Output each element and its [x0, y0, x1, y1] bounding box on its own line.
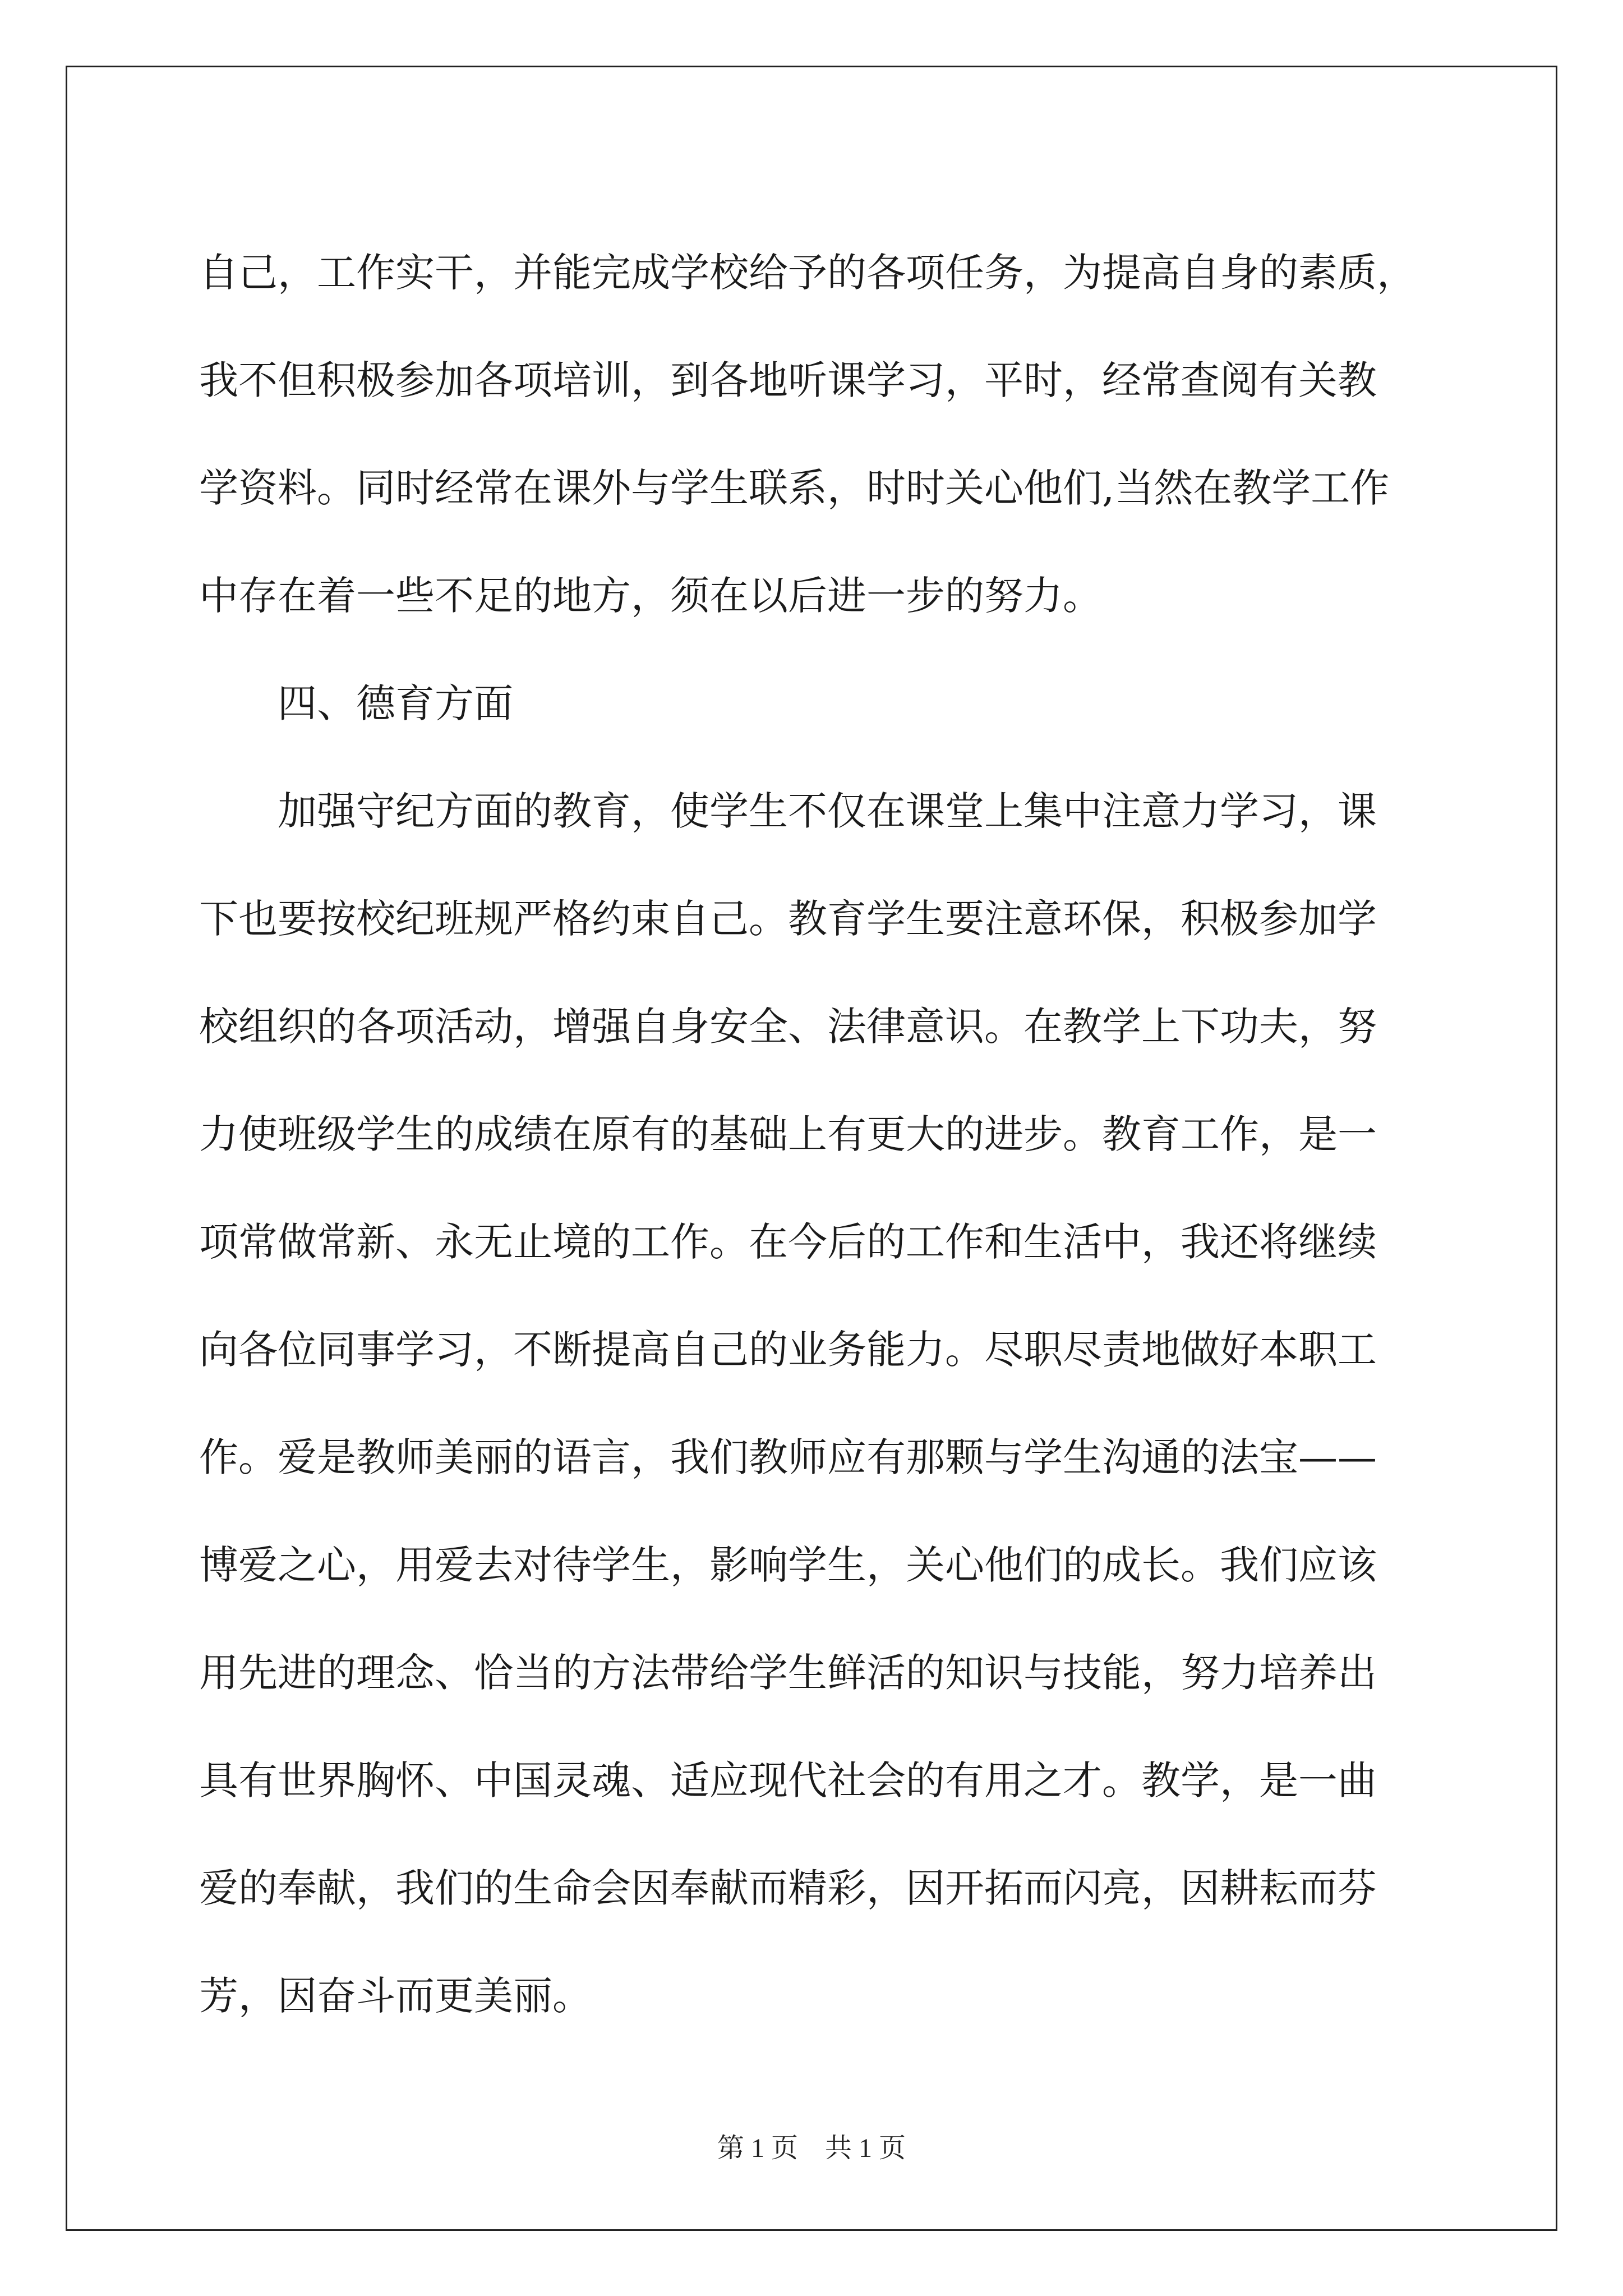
text-line: 爱的奉献，我们的生命会因奉献而精彩，因开拓而闪亮，因耕耘而芬 [199, 1865, 1377, 1911]
text-line: 项常做常新、永无止境的工作。在今后的工作和生活中，我还将继续 [199, 1219, 1377, 1265]
text-line: 加强守纪方面的教育，使学生不仅在课堂上集中注意力学习，课 [199, 788, 1377, 834]
text-line: 芳，因奋斗而更美丽。 [199, 1973, 592, 2019]
text-line: 自己，工作实干，并能完成学校给予的各项任务，为提高自身的素质， [199, 250, 1416, 296]
text-line: 中存在着一些不足的地方，须在以后进一步的努力。 [199, 573, 1102, 619]
text-line: 具有世界胸怀、中国灵魂、适应现代社会的有用之才。教学，是一曲 [199, 1757, 1377, 1803]
document-body [199, 219, 1455, 2050]
text-line: 下也要按校纪班规严格约束自己。教育学生要注意环保，积极参加学 [199, 896, 1377, 942]
text-line: 力使班级学生的成绩在原有的基础上有更大的进步。教育工作，是一 [199, 1111, 1377, 1157]
text-line: 我不但积极参加各项培训，到各地听课学习，平时，经常查阅有关教 [199, 357, 1377, 403]
section-heading: 四、德育方面 [199, 680, 513, 726]
text-line: 校组织的各项活动，增强自身安全、法律意识。在教学上下功夫，努 [199, 1004, 1377, 1050]
text-line: 用先进的理念、恰当的方法带给学生鲜活的知识与技能，努力培养出 [199, 1650, 1377, 1696]
text-line: 作。爱是教师美丽的语言，我们教师应有那颗与学生沟通的法宝—— [199, 1434, 1377, 1480]
text-line: 博爱之心，用爱去对待学生，影响学生，关心他们的成长。我们应该 [199, 1542, 1377, 1588]
text-line: 向各位同事学习，不断提高自己的业务能力。尽职尽责地做好本职工 [199, 1327, 1377, 1373]
page-number-footer: 第 1 页 共 1 页 [717, 2133, 906, 2163]
text-line: 学资料。同时经常在课外与学生联系，时时关心他们,当然在教学工作 [199, 465, 1390, 511]
